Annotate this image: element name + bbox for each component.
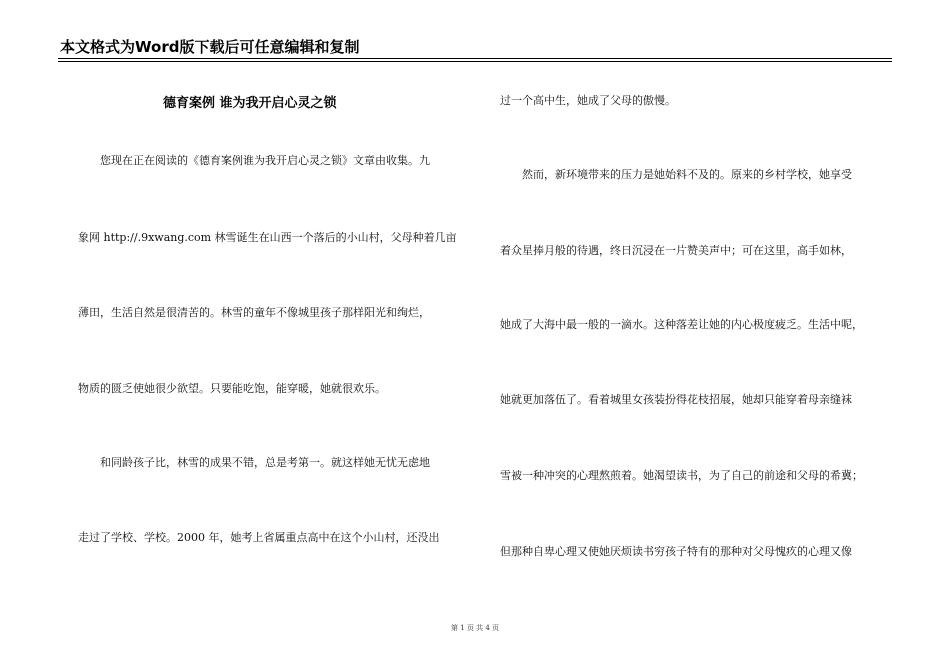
right-column-line: 着众星捧月般的待遇，终日沉浸在一片赞美声中；可在这里，高手如林， (500, 244, 852, 257)
right-column-line: 她成了大海中最一般的一滴水。这种落差让她的内心极度疲乏。生活中呢， (500, 318, 863, 331)
document-title: 德育案例 谁为我开启心灵之锁 (163, 96, 337, 111)
right-column-line: 然而，新环境带来的压力是她始料不及的。原来的乡村学校，她享受 (500, 168, 852, 181)
right-column-line: 雪被一种冲突的心理熬煎着。她渴望读书，为了自己的前途和父母的希冀； (500, 469, 863, 482)
right-column-line: 她就更加落伍了。看着城里女孩装扮得花枝招展，她却只能穿着母亲缝袜 (500, 393, 852, 406)
page-header-title: 本文格式为Word版下载后可任意编辑和复制 (60, 38, 360, 56)
header-divider-secondary (58, 61, 892, 62)
right-column-line: 但那种自卑心理又使她厌烦读书穷孩子特有的那种对父母愧疚的心理又像 (500, 545, 852, 558)
left-column-line: 薄田，生活自然是很清苦的。林雪的童年不像城里孩子那样阳光和绚烂， (78, 306, 430, 319)
right-column-line: 过一个高中生，她成了父母的傲慢。 (500, 94, 676, 107)
left-column-line: 您现在正在阅读的《德育案例谁为我开启心灵之锁》文章由收集。九 (78, 154, 430, 167)
header-divider (58, 58, 892, 59)
left-column-line: 象网 http://.9xwang.com 林雪诞生在山西一个落后的小山村，父母种着几亩 (78, 231, 457, 244)
left-column-line: 物质的匮乏使她很少欲望。只要能吃饱，能穿暖，她就很欢乐。 (78, 382, 386, 395)
page-footer-number: 第 1 页 共 4 页 (450, 624, 500, 632)
left-column-line: 和同龄孩子比，林雪的成果不错，总是考第一。就这样她无忧无虑地 (78, 456, 430, 469)
left-column-line: 走过了学校、学校。2000 年，她考上省属重点高中在这个小山村，还没出 (78, 531, 440, 544)
